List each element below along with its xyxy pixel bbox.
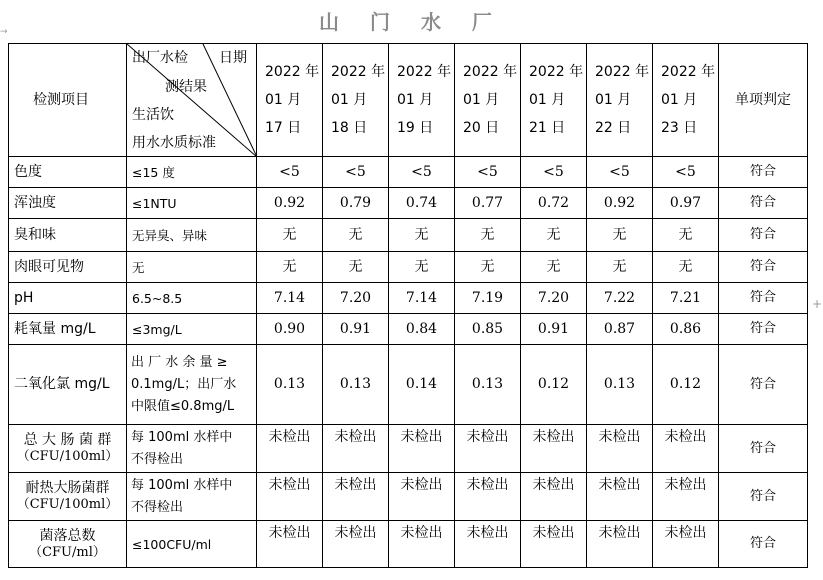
value-cell: 7.20 [521, 283, 587, 314]
standard-cell [127, 283, 257, 314]
value-cell: 0.90 [257, 314, 323, 345]
value-cell: 7.20 [323, 283, 389, 314]
value-cell: 未检出 [587, 425, 653, 473]
standard-cell [127, 252, 257, 283]
header-diagonal-cell [127, 44, 257, 157]
item-cell [9, 219, 127, 252]
table-row [9, 473, 808, 521]
value-cell: 未检出 [455, 473, 521, 521]
value-cell: <5 [389, 157, 455, 188]
item-cell [9, 521, 127, 568]
value-cell: 无 [587, 219, 653, 252]
value-cell: 无 [521, 219, 587, 252]
value-cell: 未检出 [455, 521, 521, 568]
value-cell: 未检出 [323, 473, 389, 521]
judge-cell: 符合 [719, 473, 808, 521]
value-cell: 未检出 [455, 425, 521, 473]
judge-cell: 符合 [719, 283, 808, 314]
standard-text: 不得检出 [131, 499, 184, 515]
standard-text: 不得检出 [131, 451, 184, 467]
table-row [9, 157, 808, 188]
standard-cell [127, 473, 257, 521]
value-cell: 0.87 [587, 314, 653, 345]
standard-text: 每 100ml 水样中 [131, 429, 233, 445]
item-text: 菌落总数 [39, 527, 96, 544]
value-cell: 无 [323, 219, 389, 252]
value-cell: 0.77 [455, 188, 521, 219]
value-cell: 无 [587, 252, 653, 283]
standard-text: ≤15 度 [132, 164, 175, 180]
value-cell: <5 [323, 157, 389, 188]
date-col-5: 2022 年 01 月 21 日 [521, 44, 587, 157]
item-cell [9, 283, 127, 314]
value-cell: <5 [653, 157, 719, 188]
standard-cell [127, 345, 257, 425]
value-cell: <5 [521, 157, 587, 188]
judge-cell: 符合 [719, 425, 808, 473]
value-cell: <5 [587, 157, 653, 188]
value-cell: 无 [389, 219, 455, 252]
value-cell: 0.91 [521, 314, 587, 345]
date-col-6: 2022 年 01 月 22 日 [587, 44, 653, 157]
item-text: （CFU/100ml） [16, 497, 119, 513]
judge-cell: 符合 [719, 219, 808, 252]
table-row [9, 314, 808, 345]
header-item-label: 检测项目 [9, 44, 127, 157]
value-cell: 未检出 [653, 473, 719, 521]
value-cell: 0.12 [653, 345, 719, 425]
value-cell: 未检出 [653, 425, 719, 473]
value-cell: 无 [389, 252, 455, 283]
standard-cell [127, 425, 257, 473]
diag-top-label: 出厂水检 [132, 50, 188, 66]
judge-cell: 符合 [719, 521, 808, 568]
table-row [9, 188, 808, 219]
item-text: 浑浊度 [14, 194, 56, 211]
value-cell: 无 [455, 219, 521, 252]
value-cell: 0.86 [653, 314, 719, 345]
item-cell [9, 252, 127, 283]
diag-bot2-label: 用水水质标准 [132, 135, 216, 151]
value-cell: 未检出 [257, 473, 323, 521]
diag-date-label: 日期 [219, 50, 247, 66]
value-cell: 无 [257, 252, 323, 283]
table-add-marker[interactable]: + [812, 297, 823, 311]
table-row [9, 425, 808, 473]
judge-cell: 符合 [719, 345, 808, 425]
value-cell: 0.13 [323, 345, 389, 425]
value-cell: 未检出 [323, 425, 389, 473]
item-text: 臭和味 [14, 226, 56, 243]
value-cell: 0.85 [455, 314, 521, 345]
value-cell: 未检出 [587, 473, 653, 521]
date-col-1: 2022 年 01 月 17 日 [257, 44, 323, 157]
value-cell: 未检出 [521, 425, 587, 473]
table-row [9, 252, 808, 283]
value-cell: 未检出 [257, 521, 323, 568]
value-cell: 0.97 [653, 188, 719, 219]
value-cell: 0.92 [257, 188, 323, 219]
date-col-3: 2022 年 01 月 19 日 [389, 44, 455, 157]
item-cell [9, 425, 127, 473]
text-anchor-marker: → [0, 27, 8, 37]
value-cell: 0.14 [389, 345, 455, 425]
standard-cell [127, 521, 257, 568]
header-row [9, 44, 808, 157]
value-cell: 未检出 [389, 425, 455, 473]
standard-text: 无异臭、异味 [132, 227, 208, 243]
value-cell: 0.13 [587, 345, 653, 425]
judge-cell: 符合 [719, 188, 808, 219]
item-cell [9, 345, 127, 425]
diag-bot1-label: 生活饮 [132, 107, 174, 123]
judge-cell: 符合 [719, 314, 808, 345]
standard-cell [127, 188, 257, 219]
value-cell: 未检出 [389, 473, 455, 521]
item-text: 总 大 肠 菌 群 [23, 432, 112, 449]
item-text: 肉眼可见物 [14, 258, 84, 275]
standard-text: ≤100CFU/ml [132, 536, 212, 552]
standard-text: ≤1NTU [132, 195, 177, 211]
judge-cell: 符合 [719, 157, 808, 188]
item-cell [9, 314, 127, 345]
standard-text: 无 [132, 259, 145, 275]
value-cell: 7.14 [257, 283, 323, 314]
value-cell: 0.13 [455, 345, 521, 425]
item-cell [9, 188, 127, 219]
diag-mid-label: 测结果 [165, 79, 207, 95]
standard-text: 每 100ml 水样中 [131, 477, 233, 493]
date-col-2: 2022 年 01 月 18 日 [323, 44, 389, 157]
item-text: 耐热大肠菌群 [25, 480, 110, 497]
water-quality-table [8, 43, 808, 568]
table-row [9, 345, 808, 425]
value-cell: 未检出 [257, 425, 323, 473]
standard-cell [127, 314, 257, 345]
standard-text: 出 厂 水 余 量 ≥ [131, 354, 228, 370]
value-cell: 未检出 [653, 521, 719, 568]
value-cell: 未检出 [587, 521, 653, 568]
standard-text: 0.1mg/L；出厂水 [131, 376, 237, 392]
value-cell: 无 [653, 219, 719, 252]
date-col-4: 2022 年 01 月 20 日 [455, 44, 521, 157]
value-cell: 7.21 [653, 283, 719, 314]
value-cell: 0.12 [521, 345, 587, 425]
value-cell: 未检出 [521, 521, 587, 568]
value-cell: 无 [455, 252, 521, 283]
value-cell: 0.13 [257, 345, 323, 425]
value-cell: 未检出 [521, 473, 587, 521]
table-row [9, 219, 808, 252]
date-col-7: 2022 年 01 月 23 日 [653, 44, 719, 157]
standard-cell [127, 157, 257, 188]
judge-cell: 符合 [719, 252, 808, 283]
table-row [9, 283, 808, 314]
value-cell: 未检出 [323, 521, 389, 568]
value-cell: 0.91 [323, 314, 389, 345]
value-cell: 无 [323, 252, 389, 283]
value-cell: <5 [257, 157, 323, 188]
item-text: 耗氧量 mg/L [14, 320, 96, 337]
value-cell: <5 [455, 157, 521, 188]
item-cell [9, 157, 127, 188]
value-cell: 0.92 [587, 188, 653, 219]
value-cell: 0.84 [389, 314, 455, 345]
table-row [9, 521, 808, 568]
value-cell: 无 [521, 252, 587, 283]
item-cell [9, 473, 127, 521]
value-cell: 无 [653, 252, 719, 283]
value-cell: 0.74 [389, 188, 455, 219]
value-cell: 0.79 [323, 188, 389, 219]
item-text: 二氧化氯 mg/L [14, 376, 110, 393]
value-cell: 无 [257, 219, 323, 252]
value-cell: 7.22 [587, 283, 653, 314]
value-cell: 0.72 [521, 188, 587, 219]
value-cell: 未检出 [389, 521, 455, 568]
value-cell: 7.19 [455, 283, 521, 314]
page-title: 山 门 水 厂 [319, 10, 504, 34]
item-text: pH [14, 289, 34, 306]
header-judge-label: 单项判定 [719, 44, 808, 157]
value-cell: 7.14 [389, 283, 455, 314]
item-text: （CFU/100ml） [16, 449, 119, 465]
standard-text: 6.5~8.5 [132, 290, 183, 306]
item-text: 色度 [14, 163, 42, 180]
item-text: （CFU/ml） [29, 544, 106, 560]
standard-text: ≤3mg/L [132, 321, 182, 337]
standard-text: 中限值≤0.8mg/L [131, 398, 235, 414]
standard-cell [127, 219, 257, 252]
